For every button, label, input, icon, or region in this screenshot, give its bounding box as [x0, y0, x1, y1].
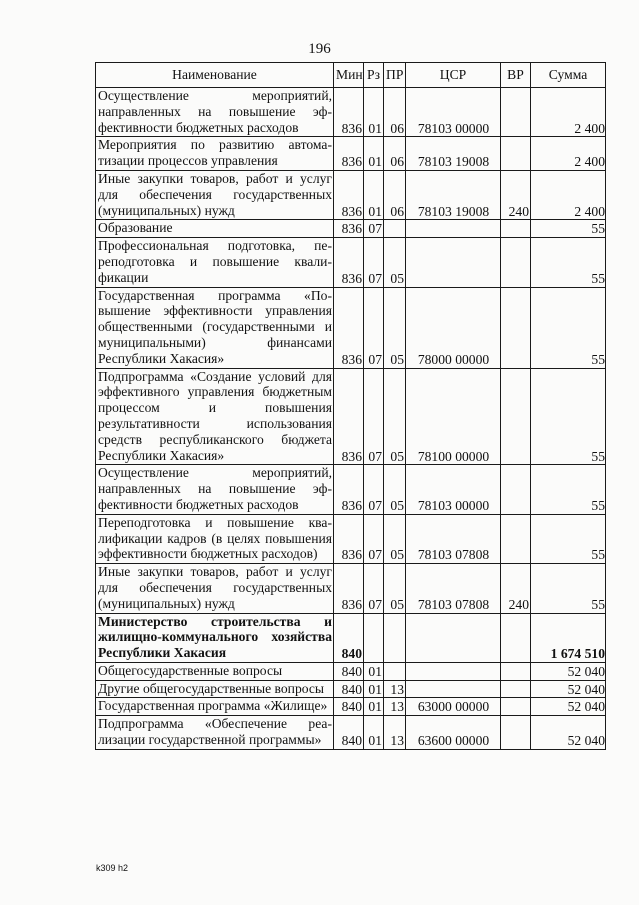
row-rz-cell: 01 [364, 716, 384, 750]
row-vr-cell [501, 88, 531, 137]
row-sum-cell: 52 040 [531, 716, 606, 750]
row-name-cell: Осуществление мероприятий, направленных на повышение эффективности бюджетных расходов [96, 465, 334, 514]
row-rz-cell: 07 [364, 368, 384, 465]
row-sum-cell: 2 400 [531, 137, 606, 171]
table-row [96, 137, 606, 171]
table-row [96, 564, 606, 613]
row-vr-cell [501, 514, 531, 563]
table-row [96, 88, 606, 137]
row-vr-cell [501, 137, 531, 171]
row-min-cell: 836 [334, 220, 364, 238]
row-pr-cell: 06 [384, 170, 406, 219]
row-sum-cell: 55 [531, 514, 606, 563]
row-csr-cell: 78103 07808 [406, 564, 501, 613]
row-sum-cell: 52 040 [531, 680, 606, 698]
row-rz-cell: 07 [364, 220, 384, 238]
header-name: Наименование [96, 63, 334, 88]
row-min-cell: 836 [334, 368, 364, 465]
row-csr-cell [406, 680, 501, 698]
row-sum-cell: 52 040 [531, 698, 606, 716]
row-min-cell: 836 [334, 465, 364, 514]
row-sum-cell: 55 [531, 465, 606, 514]
row-name-cell: Образование [96, 220, 334, 238]
row-csr-cell [406, 662, 501, 680]
row-sum-cell: 55 [531, 238, 606, 287]
row-vr-cell [501, 368, 531, 465]
header-sum: Сумма [531, 63, 606, 88]
row-sum-cell: 55 [531, 564, 606, 613]
row-pr-cell: 05 [384, 238, 406, 287]
row-min-cell: 840 [334, 662, 364, 680]
row-name-cell: Государственная программа «Повышение эффективности управления общественными (государственными и муниципальными) финансами Республики Хакасия» [96, 287, 334, 368]
row-vr-cell [501, 698, 531, 716]
header-min: Мин [334, 63, 364, 88]
table-row [96, 698, 606, 716]
row-sum-cell: 2 400 [531, 88, 606, 137]
row-name-cell: Другие общегосударственные вопросы [96, 680, 334, 698]
table-row [96, 465, 606, 514]
row-rz-cell: 01 [364, 137, 384, 171]
row-csr-cell [406, 238, 501, 287]
header-vr: ВР [501, 63, 531, 88]
row-name-cell: Общегосударственные вопросы [96, 662, 334, 680]
table-row [96, 238, 606, 287]
row-vr-cell: 240 [501, 564, 531, 613]
row-csr-cell: 78103 19008 [406, 170, 501, 219]
row-name-cell: Подпрограмма «Создание условий для эффективного управления бюджетным процессом и повышения результативности использования средств республиканского бюджета Республики Хакасия» [96, 368, 334, 465]
header-rz: Рз [364, 63, 384, 88]
row-vr-cell [501, 613, 531, 662]
row-min-cell: 836 [334, 514, 364, 563]
row-name-cell: Мероприятия по развитию автоматизации процессов управления [96, 137, 334, 171]
row-pr-cell: 05 [384, 514, 406, 563]
row-vr-cell: 240 [501, 170, 531, 219]
row-rz-cell: 01 [364, 170, 384, 219]
table-row [96, 368, 606, 465]
table-body [96, 88, 606, 750]
row-csr-cell [406, 613, 501, 662]
row-csr-cell: 78100 00000 [406, 368, 501, 465]
row-min-cell: 840 [334, 698, 364, 716]
row-pr-cell: 13 [384, 698, 406, 716]
row-pr-cell: 05 [384, 465, 406, 514]
row-sum-cell: 55 [531, 220, 606, 238]
row-sum-cell: 55 [531, 368, 606, 465]
table-row [96, 716, 606, 750]
row-vr-cell [501, 716, 531, 750]
row-pr-cell [384, 220, 406, 238]
row-pr-cell: 13 [384, 680, 406, 698]
row-vr-cell [501, 238, 531, 287]
row-pr-cell: 13 [384, 716, 406, 750]
row-rz-cell: 07 [364, 564, 384, 613]
row-min-cell: 836 [334, 88, 364, 137]
header-pr: ПР [384, 63, 406, 88]
row-rz-cell: 07 [364, 287, 384, 368]
table-row [96, 170, 606, 219]
row-pr-cell [384, 613, 406, 662]
row-sum-cell: 1 674 510 [531, 613, 606, 662]
row-csr-cell: 78103 00000 [406, 465, 501, 514]
page-number: 196 [308, 41, 331, 57]
row-pr-cell: 06 [384, 88, 406, 137]
row-name-cell: Государственная программа «Жилище» [96, 698, 334, 716]
table-row [96, 680, 606, 698]
header-csr: ЦСР [406, 63, 501, 88]
row-vr-cell [501, 220, 531, 238]
row-pr-cell: 06 [384, 137, 406, 171]
row-pr-cell: 05 [384, 368, 406, 465]
row-rz-cell: 01 [364, 698, 384, 716]
row-pr-cell: 05 [384, 287, 406, 368]
row-rz-cell: 01 [364, 662, 384, 680]
row-rz-cell [364, 613, 384, 662]
row-pr-cell [384, 662, 406, 680]
row-min-cell: 836 [334, 170, 364, 219]
row-name-cell: Иные закупки товаров, работ и услуг для обеспечения государственных (муниципальных) нужд [96, 170, 334, 219]
row-name-cell: Подпрограмма «Обеспечение реализации государственной программы» [96, 716, 334, 750]
row-name-cell: Министерство строительства и жилищно-коммунального хозяйства Республики Хакасия [96, 613, 334, 662]
table-row [96, 287, 606, 368]
row-csr-cell: 63600 00000 [406, 716, 501, 750]
row-sum-cell: 52 040 [531, 662, 606, 680]
row-min-cell: 836 [334, 564, 364, 613]
row-min-cell: 840 [334, 716, 364, 750]
document-code: k309 h2 [96, 863, 129, 873]
row-csr-cell: 78103 19008 [406, 137, 501, 171]
row-rz-cell: 01 [364, 88, 384, 137]
row-rz-cell: 07 [364, 238, 384, 287]
row-min-cell: 840 [334, 613, 364, 662]
row-vr-cell [501, 465, 531, 514]
row-vr-cell [501, 680, 531, 698]
row-rz-cell: 01 [364, 680, 384, 698]
row-sum-cell: 2 400 [531, 170, 606, 219]
budget-table [95, 62, 606, 750]
row-vr-cell [501, 662, 531, 680]
table-row [96, 662, 606, 680]
row-sum-cell: 55 [531, 287, 606, 368]
table-header-row [96, 63, 606, 88]
row-csr-cell: 78000 00000 [406, 287, 501, 368]
row-pr-cell: 05 [384, 564, 406, 613]
row-name-cell: Осуществление мероприятий, направленных на повышение эффективности бюджетных расходов [96, 88, 334, 137]
row-min-cell: 840 [334, 680, 364, 698]
row-vr-cell [501, 287, 531, 368]
table-row [96, 514, 606, 563]
row-csr-cell: 78103 00000 [406, 88, 501, 137]
row-name-cell: Профессиональная подготовка, переподготовка и повышение квалификации [96, 238, 334, 287]
row-csr-cell: 63000 00000 [406, 698, 501, 716]
row-name-cell: Иные закупки товаров, работ и услуг для обеспечения государственных (муниципальных) нужд [96, 564, 334, 613]
table-row [96, 220, 606, 238]
row-csr-cell: 78103 07808 [406, 514, 501, 563]
table-row [96, 613, 606, 662]
row-min-cell: 836 [334, 137, 364, 171]
row-rz-cell: 07 [364, 465, 384, 514]
row-min-cell: 836 [334, 238, 364, 287]
row-name-cell: Переподготовка и повышение квалификации кадров (в целях повышения эффективности бюджетных расходов) [96, 514, 334, 563]
row-rz-cell: 07 [364, 514, 384, 563]
row-csr-cell [406, 220, 501, 238]
row-min-cell: 836 [334, 287, 364, 368]
